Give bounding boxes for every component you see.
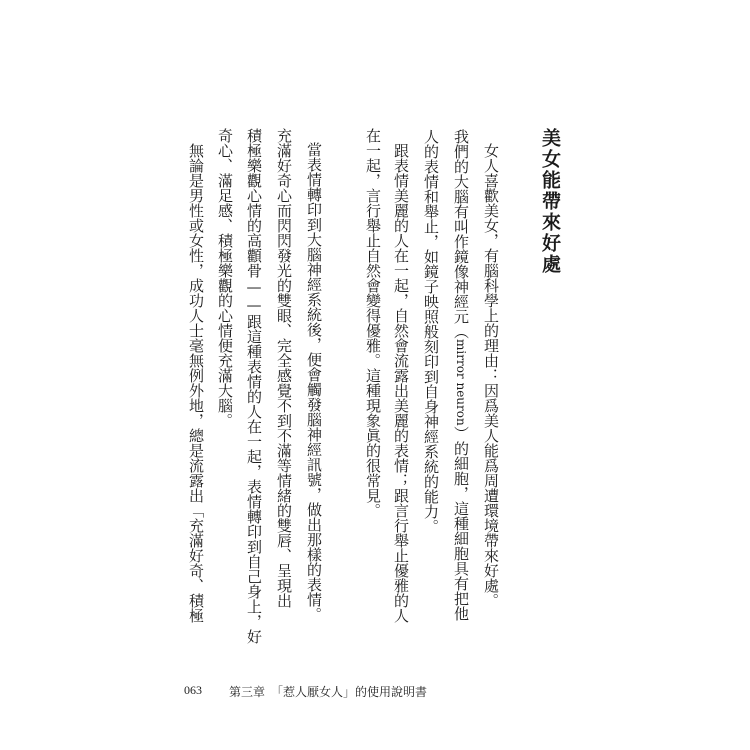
text-line-8: 積極樂觀心情的高顴骨——跟這種表情的人在一起，表情轉印到自己身上，好	[245, 128, 263, 644]
page-title: 美女能帶來好處	[539, 128, 561, 275]
text-line-2-latin: mirror neuron	[454, 339, 468, 426]
page-number: 063	[184, 683, 202, 697]
text-line-7: 充滿好奇心而閃閃發光的雙眼、完全感覺不到不滿等情緒的雙唇、呈現出	[275, 128, 293, 608]
text-line-3: 人的表情和舉止，如鏡子映照般刻印到自身神經系統的能力。	[422, 129, 440, 534]
text-line-2-part-2: ）的細胞，這種細胞具有把他	[452, 425, 470, 621]
text-line-6: 當表情轉印到大腦神經系統後，便會觸發腦神經訊號，做出那樣的表情。	[305, 142, 323, 622]
text-line-5: 在一起，言行舉止自然會變得優雅。這種現象眞的很常見。	[364, 128, 382, 518]
text-line-2	[453, 129, 468, 621]
text-line-2-part-1: 我們的大腦有叫作鏡像神經元（	[452, 129, 470, 339]
text-line-4: 跟表情美麗的人在一起，自然會流露出美麗的表情；跟言行舉止優雅的人	[392, 143, 410, 623]
text-line-10: 無論是男性或女性，成功人士毫無例外地，總是流露出「充滿好奇、積極	[187, 143, 205, 623]
text-line-1: 女人喜歡美女，有腦科學上的理由：因爲美人能爲周遭環境帶來好處。	[482, 143, 500, 608]
text-line-9: 奇心、滿足感、積極樂觀的心情便充滿大腦。	[216, 128, 234, 428]
chapter-title: 第三章 「惹人厭女人」的使用說明書	[229, 685, 428, 699]
